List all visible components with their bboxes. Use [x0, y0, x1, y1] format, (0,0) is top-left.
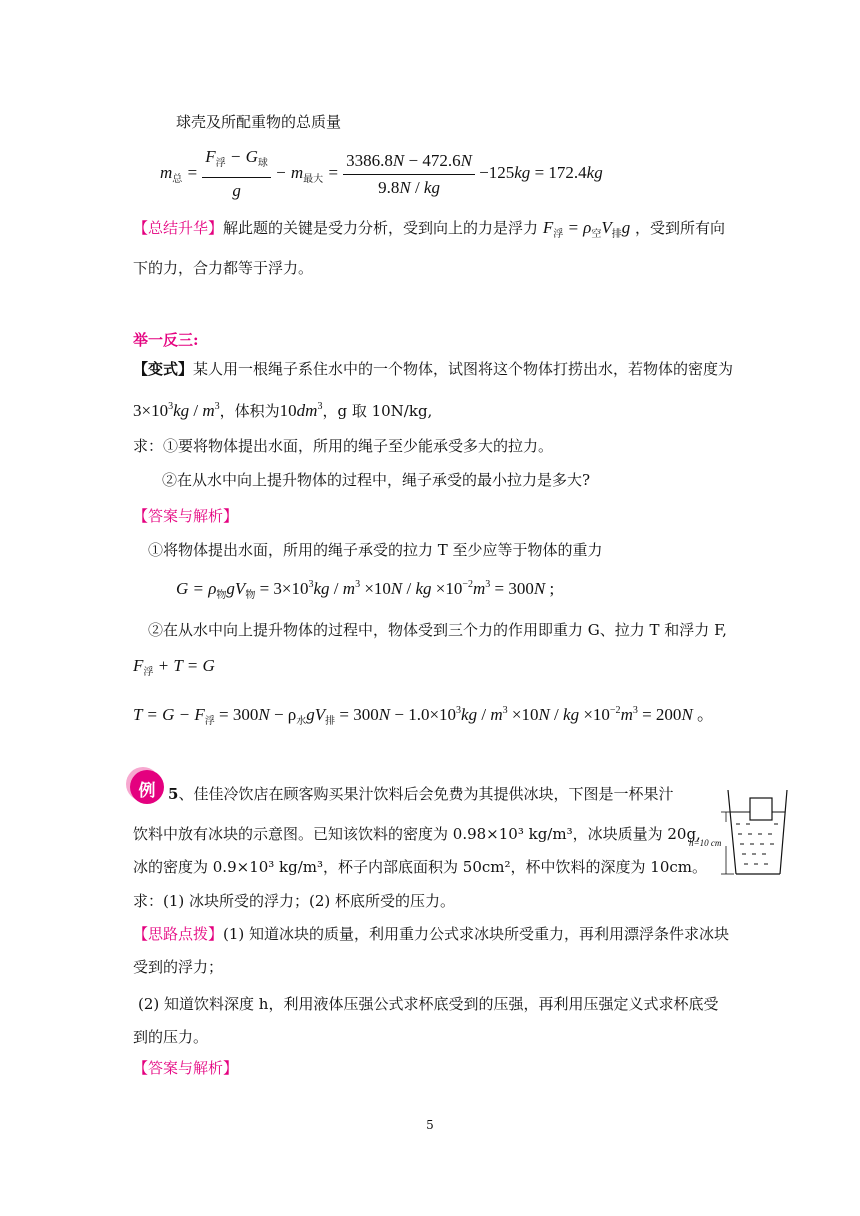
variant-tag: 【变式】 — [133, 360, 194, 378]
answer-line-2: ②在从水中向上提升物体的过程中，物体受到三个力的作用即重力 G、拉力 T 和浮力 F, — [148, 621, 727, 639]
example-line-4: 求：(1) 冰块所受的浮力；(2) 杯底所受的压力。 — [133, 892, 456, 910]
question-2: ②在从水中向上提升物体的过程中，绳子承受的最小拉力是多大? — [162, 471, 591, 489]
formula-gravity: $G = \rho_物gV_物 = 3\times 10^3kg / m^3 \times 10N$ / kg $\times 10^{-2}m^3 = 300N$ ; — [176, 579, 555, 601]
hint-text: (1) 知道冰块的质量，利用重力公式求冰块所受重力，再利用漂浮条件求冰块 — [223, 925, 730, 943]
variant-mid: ，体积为 — [219, 402, 280, 420]
hint-tag: 【思路点拨】 — [133, 925, 224, 943]
summary-line — [133, 218, 725, 245]
page-number: 5 — [426, 1118, 434, 1132]
variant-line — [133, 359, 733, 379]
formula-buoyancy: $F_浮 = \rho_空V_排g$ — [542, 218, 631, 240]
formula-total-mass: $m_总$ = $\frac{F_浮 - G_球}{g}$ − $m_{最大}$ = $\frac{3386.8N - 472.6N}{9.8N / kg}$ −125kg = 172.4kg — [160, 147, 603, 200]
formula-volume: $10dm^3$ — [279, 401, 323, 420]
answer-tag-2: 【答案与解析】 — [133, 1059, 239, 1077]
example-line-2: 饮料中放有冰块的示意图。已知该饮料的密度为 0.98×10³ kg/m³，冰块质量为 20g, — [133, 825, 701, 843]
question-1: 求：①要将物体提出水面，所用的绳子至少能承受多大的拉力。 — [133, 437, 554, 455]
example-number: 5 — [168, 785, 179, 803]
formula-force-balance: $F_浮 + T = G$ — [133, 656, 215, 678]
hint-line-2: 受到的浮力； — [133, 958, 224, 976]
variant-text: 某人用一根绳子系住水中的一个物体，试图将这个物体打捞出水，若物体的密度为 — [193, 360, 734, 378]
summary-tag: 【总结升华】 — [133, 219, 224, 237]
hint-line-1 — [133, 924, 729, 944]
cup-figure — [688, 788, 788, 878]
summary-text: 解此题的关键是受力分析，受到向上的力是浮力 — [223, 219, 539, 237]
section-title: 举一反三: — [133, 331, 199, 349]
example-badge-label: 例 — [138, 781, 156, 801]
example-badge — [130, 770, 164, 804]
cup-height-label: h=10 cm — [689, 838, 722, 848]
answer-tag: 【答案与解析】 — [133, 507, 239, 525]
formula-density: $3\times 10^3kg / m^3$ — [133, 401, 220, 420]
formula-tension: $T = G - F_浮 = 300N - \rho_水gV_排 = 300N - 1.0\times 10^3kg / m^3 \times 10N$ / kg $\times 10^{-2}m^3 = 200N$ 。 — [133, 705, 715, 727]
variant-line-2 — [133, 397, 432, 421]
text-line: 下的力，合力都等于浮力。 — [133, 259, 314, 277]
variant-end: ，g 取 10N/kg, — [322, 402, 433, 420]
example-line-1 — [168, 784, 673, 804]
hint-line-4: 到的压力。 — [133, 1028, 209, 1046]
hint-line-3: (2) 知道饮料深度 h，利用液体压强公式求杯底受到的压强，再利用压强定义式求杯底受 — [138, 995, 719, 1013]
answer-line-1: ①将物体提出水面，所用的绳子承受的拉力 T 至少应等于物体的重力 — [148, 541, 603, 559]
example-line-3: 冰的密度为 0.9×10³ kg/m³，杯子内部底面积为 50cm²，杯中饮料的深度为 10cm。 — [133, 858, 708, 876]
example-text: 、佳佳冷饮店在顾客购买果汁饮料后会免费为其提供冰块，下图是一杯果汁 — [178, 785, 674, 803]
summary-text-after: ，受到所有向 — [635, 219, 726, 237]
text-line: 球壳及所配重物的总质量 — [176, 113, 342, 131]
